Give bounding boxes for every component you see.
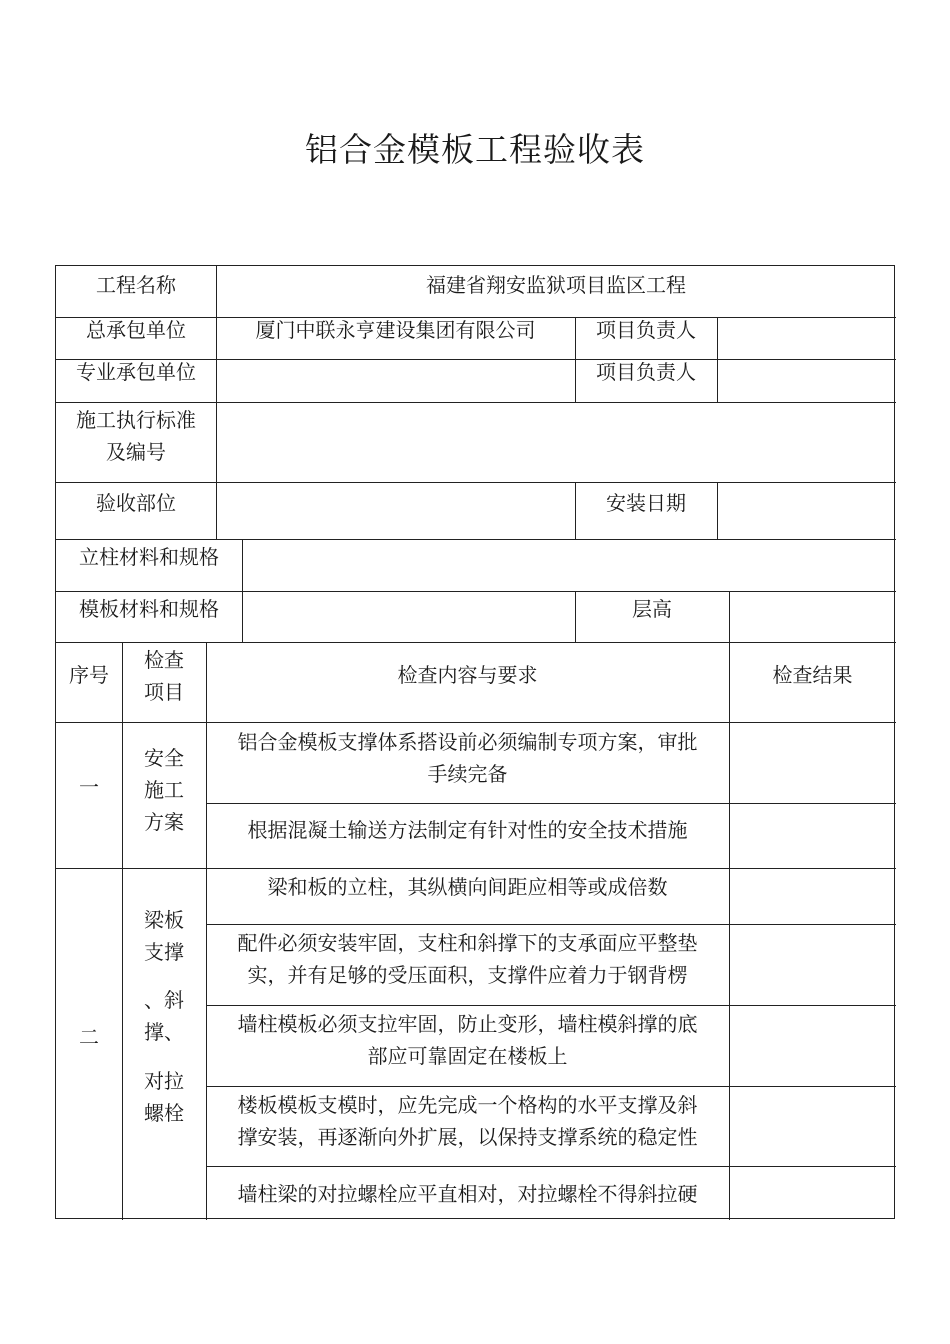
check-content: 楼板模板支模时，应先完成一个格构的水平支撑及斜 <box>237 1093 698 1117</box>
header-item: 项目 <box>144 680 184 704</box>
project-manager-value[interactable] <box>717 356 896 388</box>
specialty-contractor-value[interactable] <box>216 356 575 388</box>
formwork-material-label: 模板材料和规格 <box>79 597 219 621</box>
check-result[interactable] <box>729 1029 896 1061</box>
check-result[interactable] <box>729 948 896 980</box>
project-manager-label: 项目负责人 <box>596 360 696 384</box>
section-item: 撑、 <box>144 1020 184 1044</box>
check-result[interactable] <box>729 746 896 778</box>
section-no: 一 <box>79 775 99 799</box>
acceptance-part-label: 验收部位 <box>96 491 176 515</box>
row-divider <box>56 539 896 540</box>
header-item: 检查 <box>144 648 184 672</box>
section-item: 、斜 <box>144 988 184 1012</box>
header-result: 检查结果 <box>772 663 853 687</box>
install-date-value[interactable] <box>717 487 896 519</box>
formwork-material-value[interactable] <box>242 593 575 625</box>
header-content: 检查内容与要求 <box>397 663 538 687</box>
section-item: 施工 <box>144 778 184 802</box>
floor-height-label: 层高 <box>632 597 672 621</box>
column-material-label: 立柱材料和规格 <box>79 545 219 569</box>
standard-value[interactable] <box>216 416 896 448</box>
install-date-label: 安装日期 <box>606 491 686 515</box>
row-divider <box>206 803 896 804</box>
row-divider <box>56 402 896 403</box>
section-no: 二 <box>79 1025 99 1049</box>
row-divider <box>206 924 896 925</box>
standard-label: 施工执行标准 <box>76 408 196 432</box>
row-divider <box>56 482 896 483</box>
column-material-value[interactable] <box>242 541 896 573</box>
header-no: 序号 <box>69 663 109 687</box>
row-divider <box>206 1166 896 1167</box>
row-divider <box>56 591 896 592</box>
check-content: 撑安装，再逐渐向外扩展，以保持支撑系统的稳定性 <box>237 1125 698 1149</box>
general-contractor-value: 厦门中联永亨建设集团有限公司 <box>255 318 536 342</box>
project-name-label: 工程名称 <box>96 273 176 297</box>
acceptance-table <box>55 265 895 1219</box>
check-result[interactable] <box>729 814 896 846</box>
row-divider <box>56 722 896 723</box>
check-content: 实，并有足够的受压面积，支撑件应着力于钢背楞 <box>247 963 688 987</box>
check-content: 配件必须安装牢固，支柱和斜撑下的支承面应平整垫 <box>237 931 698 955</box>
check-content: 手续完备 <box>427 762 508 786</box>
check-content: 铝合金模板支撑体系搭设前必须编制专项方案，审批 <box>237 730 698 754</box>
specialty-contractor-label: 专业承包单位 <box>76 360 196 384</box>
check-result[interactable] <box>729 878 896 910</box>
section-item: 方案 <box>144 810 184 834</box>
row-divider <box>56 642 896 643</box>
check-content: 根据混凝土输送方法制定有针对性的安全技术措施 <box>247 818 688 842</box>
acceptance-part-value[interactable] <box>216 487 575 519</box>
check-result[interactable] <box>729 1110 896 1142</box>
check-content: 墙柱梁的对拉螺栓应平直相对，对拉螺栓不得斜拉硬 <box>237 1182 698 1206</box>
check-content: 部应可靠固定在楼板上 <box>367 1044 568 1068</box>
row-divider <box>206 1086 896 1087</box>
page-title: 铝合金模板工程验收表 <box>305 130 645 169</box>
general-contractor-label: 总承包单位 <box>86 318 186 342</box>
check-content: 墙柱模板必须支拉牢固，防止变形，墙柱模斜撑的底 <box>237 1012 698 1036</box>
standard-label: 及编号 <box>106 440 166 464</box>
check-content: 梁和板的立柱，其纵横向间距应相等或成倍数 <box>267 875 668 899</box>
project-manager-value[interactable] <box>717 314 896 346</box>
project-manager-label: 项目负责人 <box>596 318 696 342</box>
section-item: 螺栓 <box>144 1101 184 1125</box>
row-divider <box>56 868 896 869</box>
section-item: 支撑 <box>144 940 184 964</box>
section-item: 安全 <box>144 746 184 770</box>
section-item: 对拉 <box>144 1069 184 1093</box>
check-result[interactable] <box>729 1178 896 1210</box>
floor-height-value[interactable] <box>729 593 896 625</box>
section-item: 梁板 <box>144 908 184 932</box>
row-divider <box>206 1005 896 1006</box>
project-name-value: 福建省翔安监狱项目监区工程 <box>426 273 686 297</box>
